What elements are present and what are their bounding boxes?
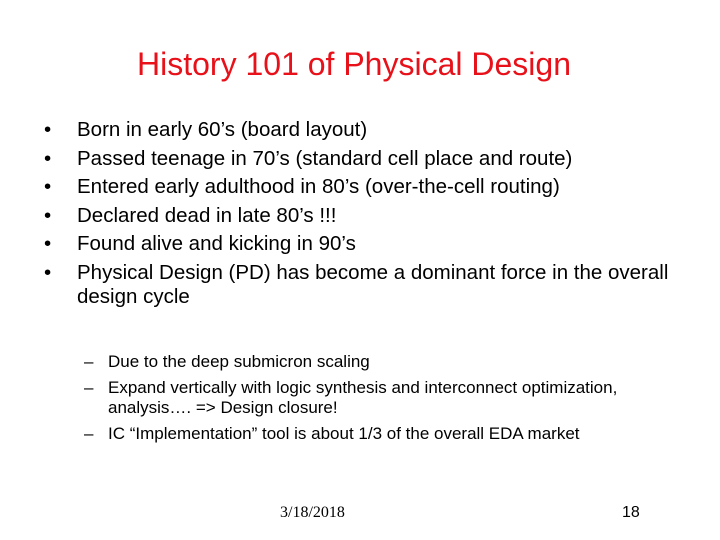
sub-bullet-item [84, 352, 704, 372]
sub-bullet-item [84, 424, 704, 444]
bullet-item [44, 261, 704, 309]
bullet-text: Physical Design (PD) has become a dominant force in the overall design cycle [77, 260, 669, 308]
bullet-text: Born in early 60’s (board layout) [77, 118, 368, 141]
bullet-item [44, 204, 704, 228]
slide-title: History 101 of Physical Design [137, 46, 571, 82]
bullet-text: Passed teenage in 70’s (standard cell place and route) [77, 146, 573, 170]
bullet-item [44, 175, 704, 199]
footer-date: 3/18/2018 [280, 504, 345, 521]
bullet-marker: • [44, 118, 52, 141]
sub-bullet-marker: – [84, 424, 94, 443]
sub-bullet-text: Expand vertically with logic synthesis and interconnect optimization, analysis…. => Design closure! [108, 378, 618, 417]
sub-bullet-item [84, 378, 704, 418]
sub-bullet-text: Due to the deep submicron scaling [108, 352, 370, 371]
bullet-marker: • [44, 260, 52, 284]
bullet-item [44, 232, 704, 256]
sub-bullet-list [84, 352, 704, 450]
sub-bullet-text: IC “Implementation” tool is about 1/3 of the overall EDA market [108, 424, 580, 443]
bullet-marker: • [44, 146, 52, 170]
bullet-marker: • [44, 232, 52, 255]
bullet-text: Found alive and kicking in 90’s [77, 232, 356, 255]
sub-bullet-marker: – [84, 378, 94, 397]
slide-number: 18 [622, 504, 640, 521]
bullet-marker: • [44, 203, 52, 227]
bullet-item [44, 118, 704, 142]
bullet-list [44, 118, 704, 313]
bullet-text: Declared dead in late 80’s !!! [77, 203, 337, 227]
sub-bullet-marker: – [84, 352, 94, 371]
bullet-text: Entered early adulthood in 80’s (over-the-cell routing) [77, 175, 560, 198]
bullet-item [44, 147, 704, 171]
bullet-marker: • [44, 175, 52, 198]
